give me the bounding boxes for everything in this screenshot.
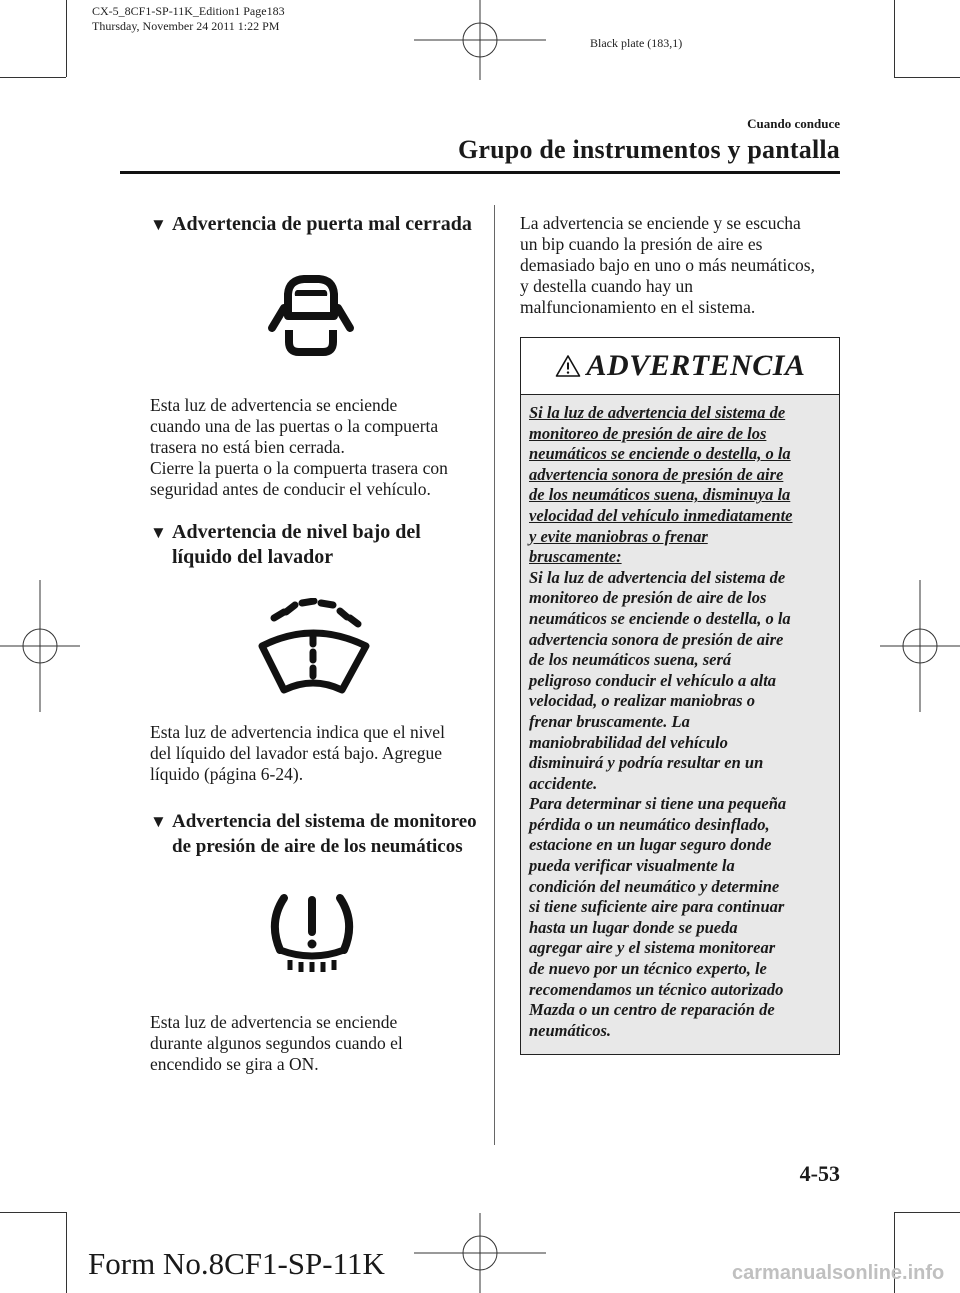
warning-line: condición del neumático y determine (529, 876, 780, 896)
warning-line: maniobrabilidad del vehículo (529, 732, 728, 752)
plate-label: Black plate (183,1) (590, 36, 683, 50)
warning-line: peligroso conducir el vehículo a alta (529, 670, 777, 690)
column-divider (494, 205, 495, 1145)
warning-line: hasta un lugar donde se pueda (529, 917, 738, 937)
watermark-text: carmanualsonline.info (732, 1262, 945, 1284)
chapter-title: Grupo de instrumentos y pantalla (457, 135, 840, 164)
text-line: demasiado bajo en uno o más neumáticos, (520, 255, 815, 275)
warning-line: agregar aire y el sistema monitorear (529, 938, 776, 958)
warning-line-underlined: y evite maniobras o frenar (529, 526, 708, 546)
warning-line: recomendamos un técnico autorizado (529, 979, 784, 999)
warning-line-underlined: de los neumáticos suena, disminuya la (529, 485, 791, 505)
warning-line: Si la luz de advertencia del sistema de (529, 567, 786, 587)
warning-box (520, 337, 840, 1055)
text-line: cuando una de las puertas o la compuerta (150, 416, 439, 436)
warning-line: accidente. (529, 773, 598, 793)
washer-warning-heading (150, 520, 480, 570)
text-line: y destella cuando hay un (520, 276, 694, 296)
heading-text: Advertencia del sistema de monitoreo (172, 811, 477, 832)
text-line: Esta luz de advertencia se enciende (150, 395, 398, 415)
triangle-marker-icon: ▼ (150, 523, 167, 542)
crop-mark (894, 1212, 960, 1213)
crop-mark (894, 0, 895, 77)
print-job-line: CX-5_8CF1-SP-11K_Edition1 Page183 (92, 4, 285, 18)
tpms-warning-text (150, 1012, 480, 1075)
text-line: durante algunos segundos cuando el (150, 1033, 403, 1053)
form-number: Form No.8CF1-SP-11K (88, 1246, 385, 1281)
text-line: trasera no está bien cerrada. (150, 437, 345, 457)
crop-mark (0, 1212, 66, 1213)
door-warning-heading (150, 212, 480, 237)
triangle-marker-icon: ▼ (150, 215, 167, 234)
warning-line: velocidad, o realizar maniobras o (529, 691, 755, 711)
heading-text: líquido del lavador (172, 546, 334, 568)
warning-box-body (521, 395, 839, 1054)
header-rule (120, 171, 840, 174)
washer-fluid-icon (254, 598, 372, 698)
warning-line: advertencia sonora de presión de aire (529, 629, 784, 649)
text-line: malfuncionamiento en el sistema. (520, 297, 756, 317)
print-timestamp: Thursday, November 24 2011 1:22 PM (92, 19, 280, 33)
text-line: líquido (página 6-24). (150, 764, 304, 784)
warning-title: ADVERTENCIA (586, 349, 806, 382)
warning-line-underlined: velocidad del vehículo inmediatamente (529, 505, 793, 525)
warning-line: monitoreo de presión de aire de los (529, 588, 767, 608)
registration-mark-right (880, 580, 960, 712)
door-ajar-icon (266, 270, 356, 360)
warning-line: Para determinar si tiene una pequeña (529, 794, 787, 814)
heading-text: de presión de aire de los neumáticos (172, 836, 463, 857)
section-label: Cuando conduce (747, 116, 840, 131)
crop-mark (66, 0, 67, 77)
text-line: un bip cuando la presión de aire es (520, 234, 763, 254)
warning-line: neumáticos. (529, 1020, 612, 1040)
warning-line: disminuirá y podría resultar en un (529, 753, 764, 773)
text-line: Esta luz de advertencia indica que el nivel (150, 722, 445, 742)
crop-mark (66, 1212, 67, 1293)
heading-text: Advertencia de puerta mal cerrada (172, 213, 472, 235)
text-line: encendido se gira a ON. (150, 1054, 319, 1074)
warning-line-underlined: monitoreo de presión de aire de los (529, 423, 767, 443)
warning-line: frenar bruscamente. La (529, 711, 690, 731)
triangle-marker-icon: ▼ (150, 812, 167, 831)
text-line: Cierre la puerta o la compuerta trasera con (150, 458, 448, 478)
crop-mark (894, 77, 960, 78)
warning-line: neumáticos se enciende o destella, o la (529, 608, 791, 628)
heading-text: Advertencia de nivel bajo del (172, 521, 421, 543)
warning-box-header (521, 338, 839, 395)
tpms-warning-heading (150, 809, 490, 859)
warning-line-underlined: Si la luz de advertencia del sistema de (529, 403, 786, 422)
tire-pressure-icon (266, 892, 358, 976)
warning-line: pueda verificar visualmente la (529, 856, 735, 876)
warning-line: pérdida o un neumático desinflado, (529, 814, 770, 834)
text-line: Esta luz de advertencia se enciende (150, 1012, 398, 1032)
warning-line-underlined: advertencia sonora de presión de aire (529, 464, 784, 484)
washer-warning-text (150, 722, 480, 785)
warning-line-underlined: bruscamente: (529, 547, 622, 567)
warning-line: de nuevo por un técnico experto, le (529, 959, 767, 979)
text-line: del líquido del lavador está bajo. Agregue (150, 743, 443, 763)
door-warning-text (150, 395, 480, 500)
text-line: La advertencia se enciende y se escucha (520, 213, 801, 233)
page-number: 4-53 (799, 1161, 840, 1186)
tpms-intro-text (520, 213, 845, 318)
warning-line: de los neumáticos suena, será (529, 650, 732, 670)
warning-line-underlined: neumáticos se enciende o destella, o la (529, 444, 791, 464)
registration-mark-bottom (414, 1213, 546, 1293)
text-line: seguridad antes de conducir el vehículo. (150, 479, 431, 499)
registration-mark-top (414, 0, 546, 80)
warning-line: si tiene suficiente aire para continuar (529, 897, 785, 917)
warning-line: estacione en un lugar seguro donde (529, 835, 772, 855)
registration-mark-left (0, 580, 80, 712)
warning-triangle-icon (555, 354, 581, 378)
warning-line: Mazda o un centro de reparación de (529, 1000, 775, 1020)
crop-mark (0, 77, 66, 78)
